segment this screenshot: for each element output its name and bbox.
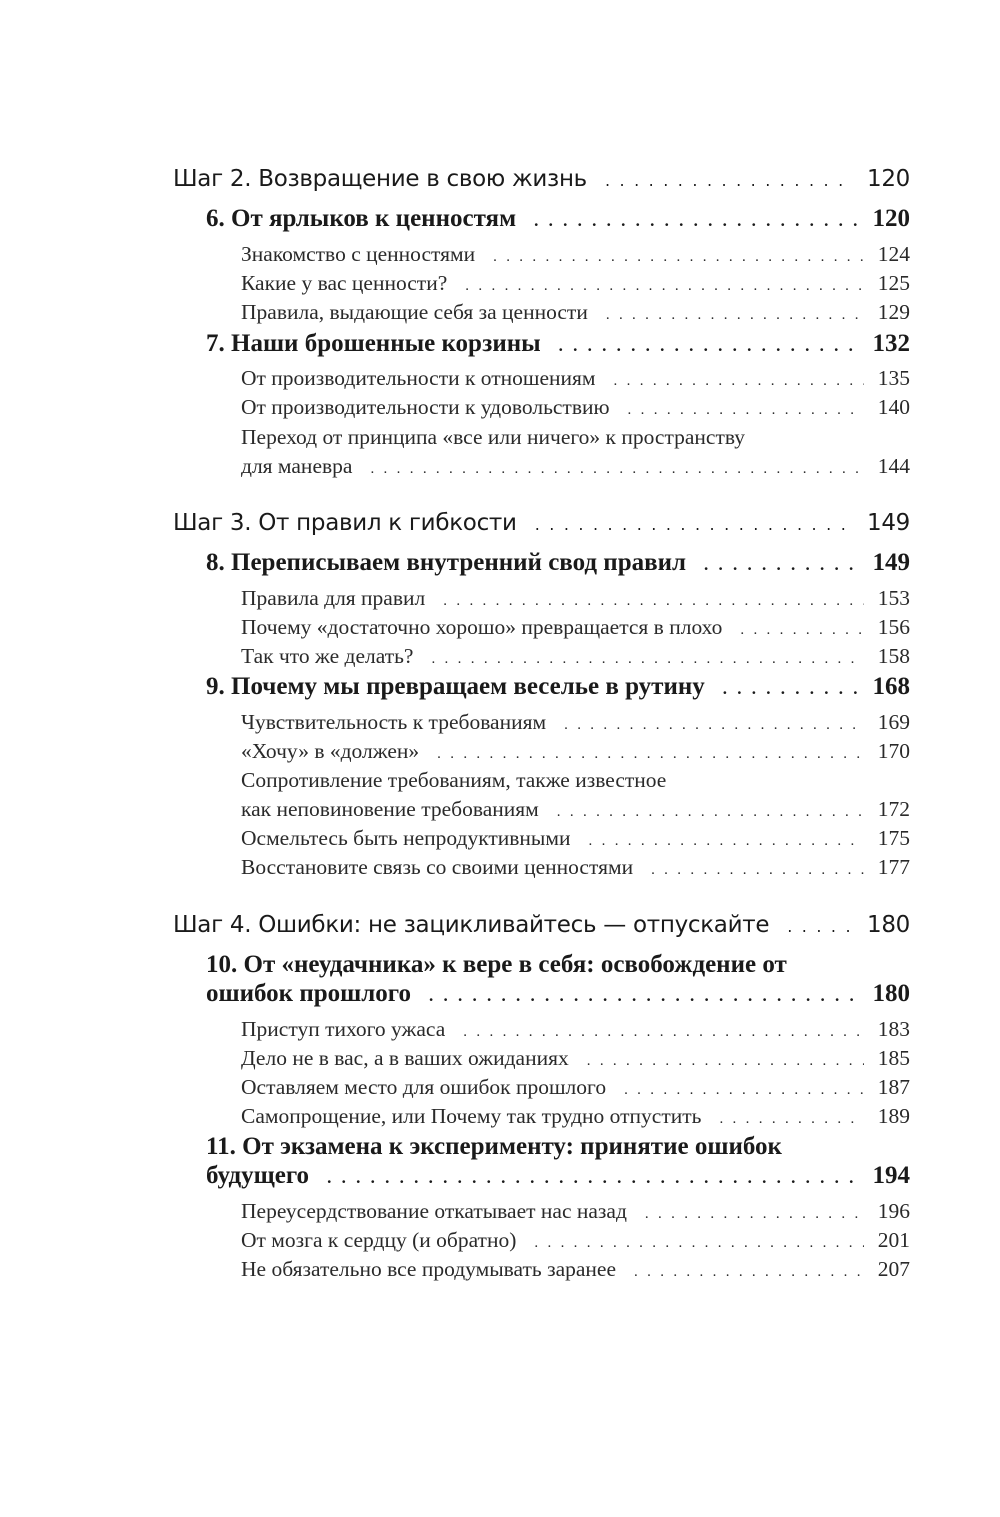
page-number: 189 — [877, 1104, 910, 1128]
page-number: 175 — [877, 826, 910, 850]
page-number: 168 — [872, 673, 910, 700]
section-title: Какие у вас ценности? — [241, 271, 448, 295]
page-number: 125 — [877, 271, 910, 295]
section-title-line1[interactable]: Сопротивление требованиям, также известное — [241, 768, 667, 792]
toc-section[interactable] — [241, 395, 910, 420]
page-number: 129 — [877, 300, 910, 324]
dot-leader — [723, 679, 859, 699]
dot-leader — [437, 746, 864, 763]
dot-leader — [628, 402, 864, 419]
toc-section[interactable] — [241, 1228, 910, 1253]
page-number: 140 — [877, 395, 910, 419]
toc-chapter-8[interactable] — [206, 549, 910, 577]
section-title: Не обязательно все продумывать заранее — [241, 1257, 617, 1281]
chapter-title: 7. Наши брошенные корзины — [206, 330, 541, 357]
page-number: 149 — [867, 510, 910, 536]
toc-section[interactable] — [241, 1199, 910, 1224]
dot-leader — [624, 1082, 864, 1099]
section-title: для маневра — [241, 454, 353, 478]
page-number: 201 — [877, 1228, 910, 1252]
toc-section[interactable] — [241, 271, 910, 296]
page-number: 156 — [877, 615, 910, 639]
section-title: Чувствительность к требованиям — [241, 710, 547, 734]
chapter-title: 8. Переписываем внутренний свод правил — [206, 549, 687, 576]
toc-section[interactable] — [241, 710, 910, 735]
chapter-title-line1[interactable]: 11. От экзамена к эксперименту: принятие ошибок — [206, 1133, 782, 1160]
section-title: Самопрощение, или Почему так трудно отпустить — [241, 1104, 702, 1128]
chapter-title-line1[interactable]: 10. От «неудачника» к вере в себя: освобождение от — [206, 951, 787, 978]
dot-leader — [606, 307, 864, 324]
page-number: 170 — [877, 739, 910, 763]
toc-section[interactable] — [241, 1104, 910, 1129]
page-number: 207 — [877, 1257, 910, 1281]
dot-leader — [535, 515, 853, 534]
dot-leader — [651, 862, 864, 879]
section-title: От производительности к отношениям — [241, 366, 596, 390]
dot-leader — [704, 555, 858, 575]
dot-leader — [429, 986, 858, 1006]
toc-step-2[interactable] — [173, 166, 910, 192]
section-title: Восстановите связь со своими ценностями — [241, 855, 634, 879]
toc-chapter-6[interactable] — [206, 205, 910, 233]
toc-section[interactable] — [241, 615, 910, 640]
toc-step-3[interactable] — [173, 510, 910, 536]
chapter-title: ошибок прошлого — [206, 980, 412, 1007]
toc-step-4[interactable] — [173, 912, 910, 938]
dot-leader — [557, 804, 864, 821]
dot-leader — [564, 717, 864, 734]
page-number: 177 — [877, 855, 910, 879]
dot-leader — [719, 1111, 863, 1128]
toc-section[interactable] — [241, 826, 910, 851]
toc-chapter-11[interactable] — [206, 1162, 910, 1190]
page-number: 185 — [877, 1046, 910, 1070]
page-number: 144 — [877, 454, 910, 478]
dot-leader — [327, 1168, 858, 1188]
toc-chapter-10[interactable] — [206, 980, 910, 1008]
toc-section[interactable] — [241, 797, 910, 822]
page-number: 187 — [877, 1075, 910, 1099]
section-title: Правила, выдающие себя за ценности — [241, 300, 588, 324]
page-number: 135 — [877, 366, 910, 390]
section-title: От мозга к сердцу (и обратно) — [241, 1228, 517, 1252]
toc-section[interactable] — [241, 242, 910, 267]
page-number: 158 — [877, 644, 910, 668]
dot-leader — [534, 1235, 863, 1252]
chapter-title: 9. Почему мы превращаем веселье в рутину — [206, 673, 705, 700]
dot-leader — [493, 249, 864, 266]
step-title: Шаг 4. Ошибки: не зацикливайтесь — отпускайте — [173, 912, 770, 938]
section-title: Переусердствование откатывает нас назад — [241, 1199, 627, 1223]
section-title: Оставляем место для ошибок прошлого — [241, 1075, 607, 1099]
dot-leader — [587, 1053, 864, 1070]
step-title: Шаг 3. От правил к гибкости — [173, 510, 517, 536]
dot-leader — [740, 622, 863, 639]
section-title: Правила для правил — [241, 586, 426, 610]
page-number: 149 — [872, 549, 910, 576]
toc-section[interactable] — [241, 855, 910, 880]
dot-leader — [645, 1206, 864, 1223]
dot-leader — [605, 171, 853, 190]
page-number: 172 — [877, 797, 910, 821]
dot-leader — [465, 278, 863, 295]
toc-section[interactable] — [241, 454, 910, 479]
dot-leader — [559, 336, 859, 356]
toc-section[interactable] — [241, 1257, 910, 1282]
page-number: 124 — [877, 242, 910, 266]
toc-section[interactable] — [241, 300, 910, 325]
section-title-line1[interactable]: Переход от принципа «все или ничего» к пространству — [241, 425, 746, 449]
page-number: 180 — [872, 980, 910, 1007]
page-number: 132 — [872, 330, 910, 357]
toc-section[interactable] — [241, 1075, 910, 1100]
section-title: Приступ тихого ужаса — [241, 1017, 446, 1041]
page-number: 196 — [877, 1199, 910, 1223]
section-title: «Хочу» в «должен» — [241, 739, 420, 763]
page-number: 153 — [877, 586, 910, 610]
page-number: 194 — [872, 1162, 910, 1189]
dot-leader — [443, 593, 864, 610]
dot-leader — [634, 1264, 864, 1281]
toc-section[interactable] — [241, 586, 910, 611]
section-title: От производительности к удовольствию — [241, 395, 610, 419]
page-number: 120 — [872, 205, 910, 232]
chapter-title: будущего — [206, 1162, 310, 1189]
toc-section[interactable] — [241, 366, 910, 391]
step-title: Шаг 2. Возвращение в свою жизнь — [173, 166, 587, 192]
section-title: Так что же делать? — [241, 644, 414, 668]
dot-leader — [787, 917, 853, 936]
page-number: 169 — [877, 710, 910, 734]
chapter-title: 6. От ярлыков к ценностям — [206, 205, 517, 232]
dot-leader — [370, 461, 863, 478]
dot-leader — [614, 373, 864, 390]
toc-section[interactable] — [241, 739, 910, 764]
section-title: Дело не в вас, а в ваших ожиданиях — [241, 1046, 569, 1070]
section-title: Знакомство с ценностями — [241, 242, 476, 266]
toc-section[interactable] — [241, 1046, 910, 1071]
toc-section[interactable] — [241, 644, 910, 669]
dot-leader — [589, 833, 864, 850]
page-number: 120 — [867, 166, 910, 192]
dot-leader — [463, 1024, 863, 1041]
dot-leader — [534, 211, 858, 231]
toc-section[interactable] — [241, 1017, 910, 1042]
page-number: 183 — [877, 1017, 910, 1041]
dot-leader — [431, 651, 863, 668]
section-title: Осмельтесь быть непродуктивными — [241, 826, 571, 850]
page-number: 180 — [867, 912, 910, 938]
section-title: как неповиновение требованиям — [241, 797, 539, 821]
toc-chapter-9[interactable] — [206, 673, 910, 701]
toc-chapter-7[interactable] — [206, 330, 910, 358]
section-title: Почему «достаточно хорошо» превращается в плохо — [241, 615, 723, 639]
